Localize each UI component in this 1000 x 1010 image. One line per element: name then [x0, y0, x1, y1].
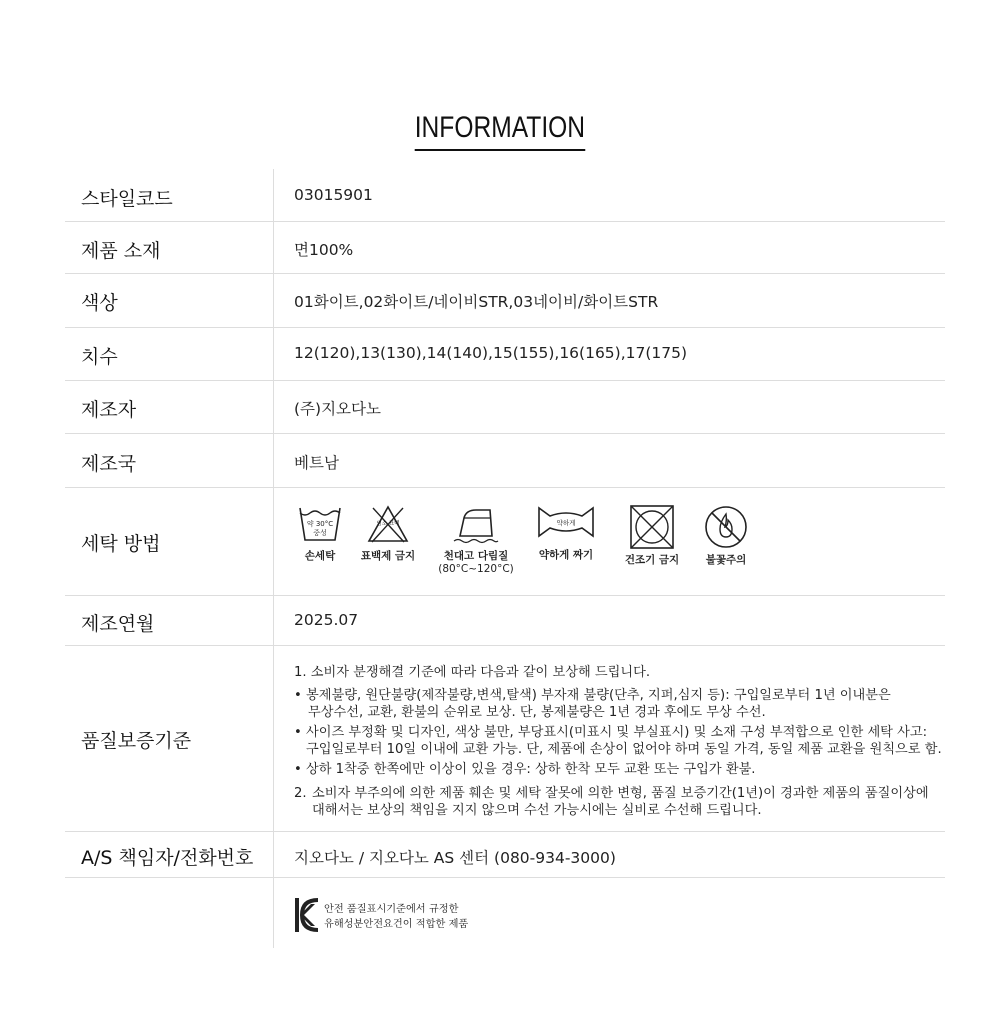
kc-line: 유해성분안전요건이 적합한 제품 — [324, 919, 469, 930]
care-caption: 약하게 짜기 — [538, 549, 594, 561]
table-row-care — [65, 488, 945, 596]
care-item — [356, 504, 420, 563]
row-label: 제조국 — [81, 453, 137, 475]
table-row-kc — [65, 878, 945, 948]
row-value: 01화이트,02화이트/네이비STR,03네이비/화이트STR — [294, 293, 659, 311]
table-row — [65, 596, 945, 646]
no-bleach-text: 염소 표백 — [376, 521, 400, 527]
care-caption: 손세탁 — [304, 550, 336, 562]
row-label: 제조자 — [81, 399, 137, 421]
warranty-line: 사이즈 부정확 및 디자인, 색상 불만, 부당표시(미표시 및 부실표시) 및 소재 구성 부적합으로 인한 세탁 사고: — [306, 725, 928, 740]
row-label: 품질보증기준 — [81, 730, 192, 752]
row-label: 스타일코드 — [81, 188, 173, 210]
bullet-mark: • — [294, 762, 302, 777]
care-caption: 천대고 다림질 — [443, 550, 509, 562]
warranty-line: 소비자 부주의에 의한 제품 훼손 및 세탁 잘못에 의한 변형, 품질 보증기간(1년)이 경과한 제품의 품질이상에 — [312, 786, 929, 801]
page-title-wrap — [0, 108, 1000, 151]
no-tumble-dry-icon — [629, 504, 675, 550]
warranty-line: 봉제불량, 원단불량(제작불량,변색,탈색) 부자재 불량(단추, 지퍼,심지 등): 구입일로부터 1년 이내분은 — [306, 688, 891, 703]
row-label: A/S 책임자/전화번호 — [81, 847, 254, 869]
iron-icon — [452, 504, 500, 544]
care-item — [526, 504, 606, 562]
table-row — [65, 274, 945, 328]
warranty-line: 상하 1착중 한쪽에만 이상이 있을 경우: 상하 한착 모두 교환 또는 구입가 환불. — [306, 762, 756, 777]
table-row — [65, 169, 945, 222]
warranty-item-2-number: 2. — [294, 786, 307, 801]
bullet-mark: • — [294, 688, 302, 703]
care-item — [620, 504, 684, 567]
row-label: 색상 — [81, 292, 118, 314]
kc-mark-icon — [294, 896, 320, 934]
row-value: 2025.07 — [294, 611, 359, 629]
care-symbols — [290, 504, 760, 584]
warranty-item-1: 1. 소비자 분쟁해결 기준에 따라 다음과 같이 보상해 드립니다. — [294, 665, 651, 680]
no-bleach-icon — [366, 504, 410, 544]
row-value: 03015901 — [294, 186, 373, 204]
care-item — [436, 504, 516, 576]
warranty-text — [294, 664, 944, 819]
warranty-bullet — [294, 724, 944, 758]
row-value: 면100% — [294, 241, 354, 259]
table-row — [65, 434, 945, 488]
table-row-warranty — [65, 646, 945, 832]
gentle-wring-text: 약하게 — [556, 519, 576, 527]
table-row — [65, 381, 945, 434]
hand-wash-temp: 약 30°C — [306, 520, 334, 528]
warranty-line: 구입일로부터 10일 이내에 교환 가능. 단, 제품에 손상이 없어야 하며 동일 가격, 동일 제품 교환을 원칙으로 함. — [306, 742, 942, 757]
care-item — [290, 504, 350, 563]
care-caption: 불꽃주의 — [705, 554, 747, 566]
table-row — [65, 328, 945, 381]
kc-text — [324, 902, 468, 932]
gentle-wring-icon — [536, 504, 596, 540]
row-label: 치수 — [81, 346, 118, 368]
warranty-bullet — [294, 761, 944, 778]
row-value: (주)지오다노 — [294, 400, 381, 418]
care-caption: 표백제 금지 — [360, 550, 416, 562]
row-value: 베트남 — [294, 454, 339, 472]
care-item — [696, 504, 756, 567]
warranty-bullet — [294, 687, 944, 721]
hand-wash-detergent: 중성 — [313, 529, 327, 537]
table-row — [65, 222, 945, 274]
kc-line: 안전 품질표시기준에서 규정한 — [324, 904, 459, 915]
hand-wash-icon — [298, 504, 342, 544]
fire-caution-icon — [703, 504, 749, 550]
table-row — [65, 832, 945, 878]
warranty-line: 대해서는 보상의 책임을 지지 않으며 수선 가능시에는 실비로 수선해 드립니다. — [312, 803, 762, 818]
page-title: INFORMATION — [415, 108, 585, 151]
care-caption-sub: (80°C~120°C) — [438, 563, 514, 575]
warranty-item-2 — [294, 785, 944, 819]
row-label: 세탁 방법 — [81, 533, 161, 555]
row-value: 지오다노 / 지오다노 AS 센터 (080-934-3000) — [294, 849, 616, 867]
warranty-line: 무상수선, 교환, 환불의 순위로 보상. 단, 봉제불량은 1년 경과 후에도 무상 수선. — [308, 705, 766, 720]
bullet-mark: • — [294, 725, 302, 740]
row-value: 12(120),13(130),14(140),15(155),16(165),17(175) — [294, 344, 688, 362]
column-divider — [273, 169, 274, 948]
row-label: 제조연월 — [81, 613, 155, 635]
row-label: 제품 소재 — [81, 240, 161, 262]
care-caption: 건조기 금지 — [624, 554, 680, 566]
